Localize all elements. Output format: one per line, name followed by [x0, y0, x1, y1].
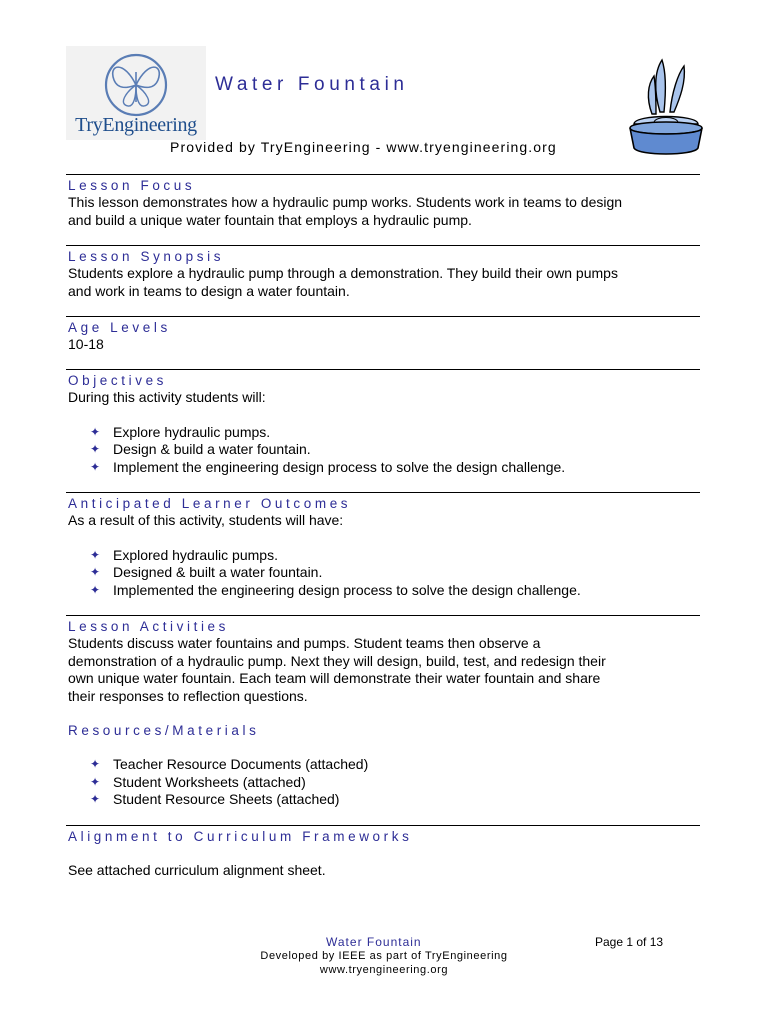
four-point-star-icon: ✦: [90, 582, 101, 597]
logo-text: TryEngineering: [75, 114, 197, 136]
four-point-star-icon: ✦: [90, 459, 101, 474]
list-item: [68, 756, 700, 774]
provided-by: Provided by TryEngineering - www.tryengineering.org: [170, 139, 557, 155]
divider: [66, 492, 700, 493]
divider: [66, 615, 700, 616]
objectives-intro: During this activity students will:: [68, 389, 266, 405]
list-item-text: Explore hydraulic pumps.: [113, 423, 271, 440]
list-item: [68, 774, 700, 792]
outcomes-intro: As a result of this activity, students will have:: [68, 512, 344, 528]
section-heading: Lesson Activities: [68, 619, 229, 634]
four-point-star-icon: ✦: [90, 547, 101, 562]
four-point-star-icon: ✦: [90, 424, 101, 439]
objectives-list: [68, 424, 700, 477]
divider: [66, 316, 700, 317]
document-title: Water Fountain: [215, 74, 409, 95]
footer-url: www.tryengineering.org: [319, 964, 449, 976]
section-lesson-activities: [68, 615, 700, 705]
paragraph-line: own unique water fountain. Each team will demonstrate their water fountain and share: [68, 670, 601, 686]
section-curriculum-alignment: [68, 825, 700, 880]
paragraph-line: This lesson demonstrates how a hydraulic pump works. Students work in teams to design: [68, 194, 623, 210]
water-fountain-icon: [624, 52, 708, 164]
paragraph-line: Students discuss water fountains and pumps. Student teams then observe a: [68, 635, 541, 651]
section-objectives: [68, 369, 700, 476]
divider: [66, 825, 700, 826]
list-item-text: Implement the engineering design process to solve the design challenge.: [113, 458, 566, 475]
list-item: [68, 547, 700, 565]
four-point-star-icon: ✦: [90, 442, 101, 456]
section-resources-materials: [68, 720, 700, 809]
list-item: [68, 564, 700, 582]
section-learner-outcomes: [68, 492, 700, 599]
resources-list: [68, 756, 700, 809]
outcomes-list: [68, 547, 700, 600]
paragraph-line: their responses to reflection questions.: [68, 687, 308, 704]
list-item-text: Explored hydraulic pumps.: [113, 546, 278, 563]
section-heading: Resources/Materials: [68, 723, 260, 738]
divider: [66, 174, 700, 175]
divider: [66, 369, 700, 370]
footer-developed-by: Developed by IEEE as part of TryEngineering: [260, 950, 508, 962]
section-heading: Lesson Focus: [68, 178, 196, 193]
list-item-text: Design & build a water fountain.: [113, 441, 311, 457]
list-item: [68, 424, 700, 442]
section-lesson-focus: [68, 174, 700, 229]
four-point-star-icon: ✦: [90, 565, 101, 579]
age-value: 10-18: [68, 336, 104, 352]
paragraph-line: and work in teams to design a water fountain.: [68, 282, 350, 299]
four-point-star-icon: ✦: [90, 792, 101, 806]
alignment-text: See attached curriculum alignment sheet.: [68, 862, 326, 878]
section-heading: Anticipated Learner Outcomes: [68, 496, 352, 511]
section-lesson-synopsis: [68, 245, 700, 300]
list-item-text: Student Resource Sheets (attached): [113, 791, 340, 807]
list-item-text: Teacher Resource Documents (attached): [113, 756, 369, 772]
list-item-text: Implemented the engineering design process to solve the design challenge.: [113, 581, 581, 598]
list-item-text: Designed & built a water fountain.: [113, 564, 323, 580]
tryengineering-logo: [66, 46, 206, 140]
list-item: [68, 791, 700, 809]
footer-title: Water Fountain: [326, 935, 422, 949]
section-age-levels: [68, 316, 700, 354]
section-heading: Age Levels: [68, 320, 171, 335]
list-item: [68, 459, 700, 477]
section-heading: Objectives: [68, 373, 168, 388]
list-item: [68, 582, 700, 600]
section-heading: Alignment to Curriculum Frameworks: [68, 829, 413, 844]
divider: [66, 245, 700, 246]
four-point-star-icon: ✦: [90, 774, 101, 789]
butterfly-icon: [98, 52, 174, 118]
list-item-text: Student Worksheets (attached): [113, 773, 306, 790]
section-heading: Lesson Synopsis: [68, 249, 225, 264]
list-item: [68, 441, 700, 459]
paragraph-line: demonstration of a hydraulic pump. Next they will design, build, test, and redesign their: [68, 652, 606, 669]
paragraph-line: and build a unique water fountain that employs a hydraulic pump.: [68, 211, 472, 228]
page-number: Page 1 of 13: [595, 935, 664, 949]
paragraph-line: Students explore a hydraulic pump through a demonstration. They build their own pumps: [68, 265, 618, 281]
four-point-star-icon: ✦: [90, 757, 101, 771]
